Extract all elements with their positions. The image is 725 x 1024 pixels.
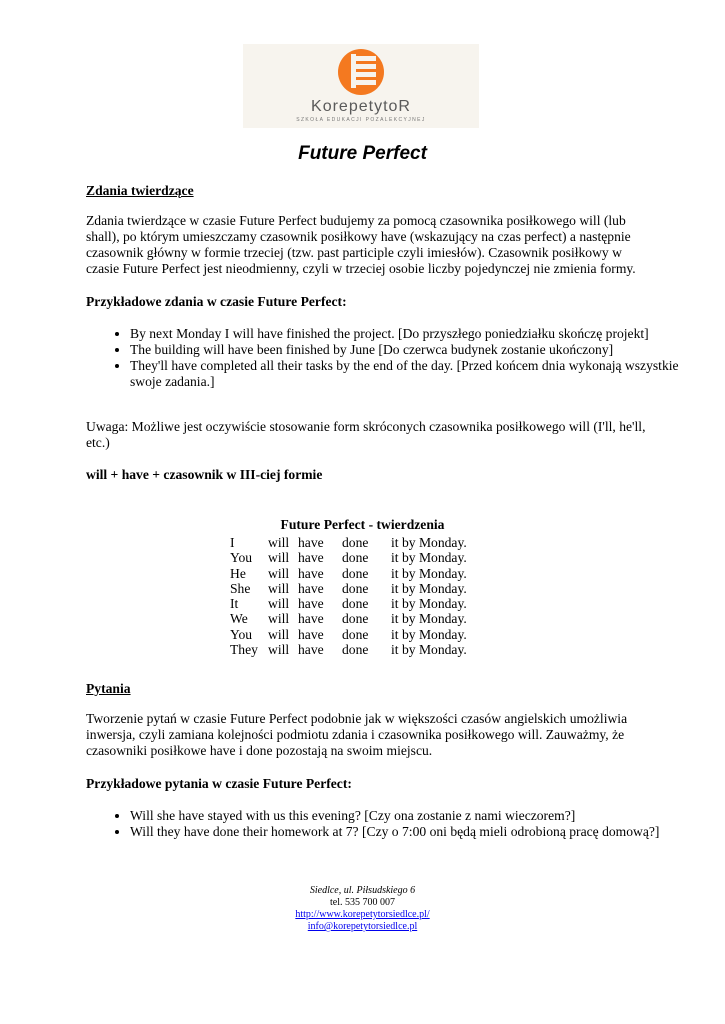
table-cell: done [342,535,369,550]
section-heading-questions: Pytania [86,681,131,696]
table-cell: She [230,580,251,596]
table-cell: We [230,611,248,627]
table-cell: It [230,596,239,612]
footer-address: Siedlce, ul. Piłsudskiego 6 [309,885,416,896]
table-cell: have [298,580,324,596]
table-cell: will [268,642,290,658]
table-cell: done [342,596,369,612]
table-cell: done [342,626,369,642]
footer-website-link[interactable]: http://www.korepetytorsiedlce.pl/ [295,909,430,920]
list-item: • The building will have been finished by June [Do czerwca budynek zostanie ukończony] [130,342,690,358]
table-cell: done [342,565,369,581]
table-row [230,581,469,596]
page-title: Future Perfect [298,143,427,164]
table-cell: done [342,580,369,596]
logo-name: KorepetytoR [311,98,411,115]
table-row [230,550,469,565]
affirmative-paragraph: Zdania twierdzące w czasie Future Perfect budujemy za pomocą czasownika posiłkowego will (lub shall), po którym umieszczamy czasownik posiłkowy have (wskazujący na czas perfect) a następnie czasownik główny w formie trzeciej (tzw. past participle czyli imiesłów). Czasownik posiłkowy w czasie Future Perfect jest nieodmienny, czyli w trzeciej osobie liczby pojedynczej nie zmienia formy. [86,213,636,276]
table-row [230,627,469,642]
affirmative-examples-heading: Przykładowe zdania w czasie Future Perfect: [86,294,347,309]
table-cell: it by Monday. [391,535,467,550]
table-cell: have [298,626,324,642]
table-cell: have [298,565,324,581]
table-row [230,642,469,657]
table-cell: it by Monday. [391,550,467,566]
logo [243,44,479,128]
list-item: • They'll have completed all their tasks by the end of the day. [Przed końcem dnia wykonają wszystkie swoje zadania.] [130,358,690,390]
table-cell: have [298,642,324,658]
footer-email-link[interactable]: info@korepetytorsiedlce.pl [307,921,418,932]
table-cell: will [268,550,290,566]
note-paragraph: Uwaga: Możliwe jest oczywiście stosowanie form skróconych czasownika posiłkowego will (I'll, he'll, etc.) [86,419,646,450]
list-item: • Will they have done their homework at 7? [Czy o 7:00 oni będą mieli odrobioną pracę domową?] [130,824,690,840]
table-row [230,566,469,581]
table-cell: They [230,642,258,658]
table-cell: done [342,550,369,566]
table-cell: it by Monday. [391,642,467,658]
table-row [230,611,469,626]
list-item: • By next Monday I will have finished the project. [Do przyszłego poniedziałku skończę projekt] [130,326,690,342]
table-cell: He [230,565,246,581]
table-cell: it by Monday. [391,611,467,627]
affirmative-examples-list [86,326,690,390]
table-cell: done [342,642,369,658]
table-cell: have [298,535,324,550]
questions-examples-heading: Przykładowe pytania w czasie Future Perfect: [86,776,352,791]
table-cell: will [268,596,290,612]
table-cell: have [298,611,324,627]
footer [0,885,725,933]
table-cell: it by Monday. [391,580,467,596]
table-cell: it by Monday. [391,626,467,642]
table-row [230,535,469,550]
table-cell: will [268,535,290,550]
footer-phone: tel. 535 700 007 [330,897,395,908]
table-cell: I [230,535,235,550]
conjugation-table [230,535,469,657]
table-cell: it by Monday. [391,596,467,612]
questions-paragraph: Tworzenie pytań w czasie Future Perfect podobnie jak w większości czasów angielskich umożliwia inwersja, czyli zamiana kolejności podmiotu zdania i czasownika posiłkowego will. Zauważmy, że czasowniki posiłkowe have i done pozostają na swoim miejscu. [86,711,628,758]
list-item: • Will she have stayed with us this evening? [Czy ona zostanie z nami wieczorem?] [130,808,690,824]
table-cell: will [268,580,290,596]
table-cell: will [268,565,290,581]
table-cell: will [268,611,290,627]
table-cell: have [298,550,324,566]
logo-subtitle: SZKOŁA EDUKACJI POZALEKCYJNEJ [296,117,426,123]
table-cell: You [230,550,253,566]
table-cell: will [268,626,290,642]
formula: will + have + czasownik w III-ciej formie [86,467,323,482]
questions-examples-list [86,808,690,840]
table-cell: done [342,611,369,627]
table-cell: have [298,596,324,612]
table-row [230,596,469,611]
table-cell: You [230,626,253,642]
section-heading-affirmative: Zdania twierdzące [86,183,194,198]
table-cell: it by Monday. [391,565,467,581]
table-title: Future Perfect - twierdzenia [280,517,445,532]
